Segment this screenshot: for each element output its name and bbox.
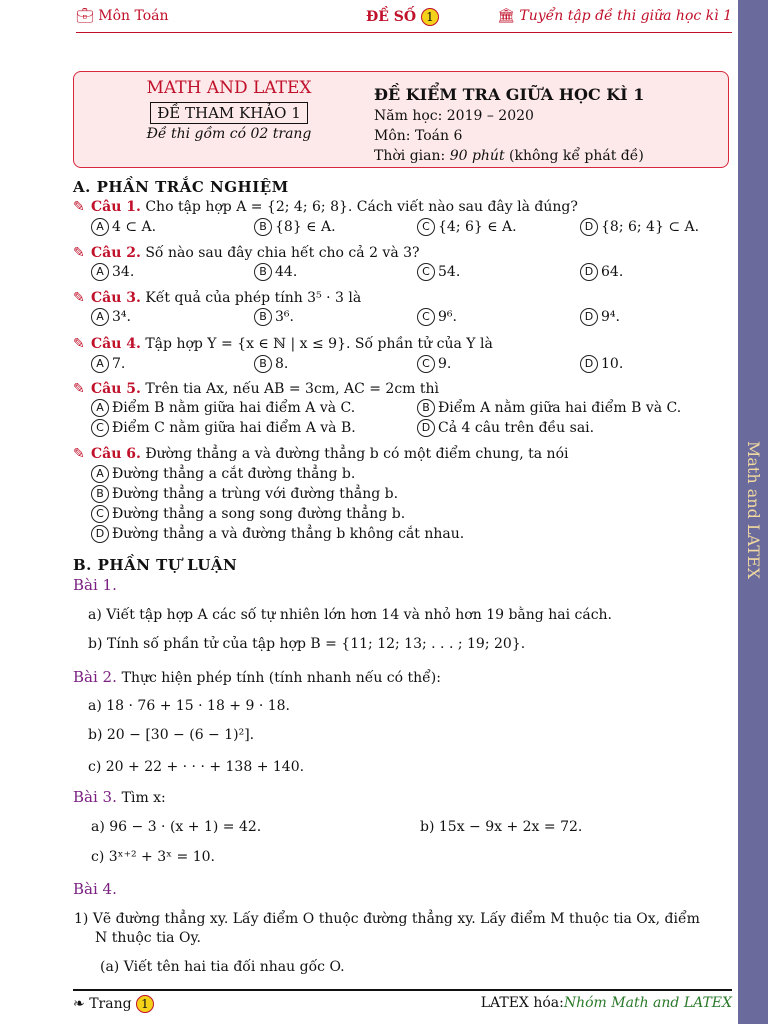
exam-subject: Môn: Toán 6: [374, 128, 463, 144]
pencil-icon: ✎: [73, 245, 85, 261]
bank-icon: 🏛︎: [497, 8, 515, 24]
exercise-3b: b) 15x − 9x + 2x = 72.: [420, 819, 583, 835]
page-number-badge: 1: [136, 995, 154, 1013]
title-box-right: [374, 84, 644, 166]
q4-option-b[interactable]: B 8.: [254, 355, 288, 373]
exercise-4-part1-line1: 1) Vẽ đường thẳng xy. Lấy điểm O thuộc đường thẳng xy. Lấy điểm M thuộc tia Ox, điểm: [74, 911, 700, 927]
exercise-1b: b) Tính số phần tử của tập hợp B = {11; 12; 13; . . . ; 19; 20}.: [88, 636, 526, 652]
school-year: Năm học: 2019 – 2020: [374, 108, 534, 124]
pages-note: Đề thi gồm có 02 trang: [146, 126, 312, 142]
pencil-icon: ✎: [73, 336, 85, 352]
exam-time: Thời gian: 90 phút (không kể phát đề): [374, 148, 644, 164]
title-box-left: [74, 78, 384, 142]
q5-option-a[interactable]: A Điểm B nằm giữa hai điểm A và C.: [91, 399, 355, 417]
exercise-3c: c) 3ˣ⁺² + 3ˣ = 10.: [91, 849, 215, 865]
q5-option-b[interactable]: B Điểm A nằm giữa hai điểm B và C.: [417, 399, 681, 417]
exam-title-box: [73, 71, 729, 168]
exercise-4-part1a: (a) Viết tên hai tia đối nhau gốc O.: [100, 959, 345, 975]
briefcase-icon: 💼︎: [76, 8, 94, 24]
q4-option-a[interactable]: A 7.: [91, 355, 125, 373]
page-number: ❧ Trang 1: [73, 995, 154, 1013]
q3-option-d[interactable]: D 9⁴.: [580, 308, 620, 326]
header-divider: [76, 32, 732, 33]
question-5: ✎ Câu 5. Trên tia Ax, nếu AB = 3cm, AC = 2cm thì: [73, 381, 440, 397]
exercise-2b: b) 20 − [30 − (6 − 1)²].: [88, 727, 255, 743]
exercise-2a: a) 18 · 76 + 15 · 18 + 9 · 18.: [88, 698, 291, 714]
exam-number: ĐỀ SỐ 1: [366, 8, 439, 26]
question-3: ✎ Câu 3. Kết quả của phép tính 3⁵ · 3 là: [73, 290, 362, 306]
q2-option-c[interactable]: C 54.: [417, 263, 460, 281]
q3-option-a[interactable]: A 3⁴.: [91, 308, 131, 326]
question-6: ✎ Câu 6. Đường thẳng a và đường thẳng b có một điểm chung, ta nói: [73, 446, 569, 462]
side-tab: [738, 0, 768, 1024]
exam-title: ĐỀ KIỂM TRA GIỮA HỌC KÌ 1: [374, 85, 645, 104]
pencil-icon: ✎: [73, 290, 85, 306]
pencil-icon: ✎: [73, 199, 85, 215]
q2-option-a[interactable]: A 34.: [91, 263, 134, 281]
leaf-icon: ❧: [73, 996, 85, 1012]
brand-label: MATH AND LATEX: [146, 78, 312, 98]
exercise-3-title: Bài 3. Tìm x:: [73, 788, 166, 806]
question-2: ✎ Câu 2. Số nào sau đây chia hết cho cả 2 và 3?: [73, 245, 420, 261]
sample-label: ĐỀ THAM KHẢO 1: [150, 102, 308, 124]
exercise-4-title: Bài 4.: [73, 880, 117, 898]
q6-option-a[interactable]: A Đường thẳng a cắt đường thẳng b.: [91, 465, 355, 483]
exercise-2-title: Bài 2. Thực hiện phép tính (tính nhanh nếu có thể):: [73, 668, 441, 686]
exercise-3a: a) 96 − 3 · (x + 1) = 42.: [91, 819, 262, 835]
q5-option-c[interactable]: C Điểm C nằm giữa hai điểm A và B.: [91, 419, 356, 437]
side-tab-label: Math and LATEX: [744, 441, 763, 579]
subject-label: 💼︎ Môn Toán: [76, 8, 169, 24]
part-a-title: A. PHẦN TRẮC NGHIỆM: [73, 178, 289, 196]
q1-option-b[interactable]: B {8} ∈ A.: [254, 218, 336, 236]
footer-credit: LATEX hóa:Nhóm Math and LATEX: [480, 995, 732, 1011]
q2-option-b[interactable]: B 44.: [254, 263, 297, 281]
q5-option-d[interactable]: D Cả 4 câu trên đều sai.: [417, 419, 594, 437]
pencil-icon: ✎: [73, 446, 85, 462]
exercise-1-title: Bài 1.: [73, 576, 117, 594]
q3-option-c[interactable]: C 9⁶.: [417, 308, 457, 326]
q6-option-b[interactable]: B Đường thẳng a trùng với đường thẳng b.: [91, 485, 398, 503]
exercise-2c: c) 20 + 22 + · · · + 138 + 140.: [88, 759, 305, 775]
exam-number-badge: 1: [421, 8, 439, 26]
q1-option-c[interactable]: C {4; 6} ∈ A.: [417, 218, 517, 236]
q4-option-c[interactable]: C 9.: [417, 355, 451, 373]
question-4: ✎ Câu 4. Tập hợp Y = {x ∈ ℕ | x ≤ 9}. Số phần tử của Y là: [73, 336, 493, 352]
q3-option-b[interactable]: B 3⁶.: [254, 308, 294, 326]
q6-option-c[interactable]: C Đường thẳng a song song đường thẳng b.: [91, 505, 405, 523]
exercise-1a: a) Viết tập hợp A các số tự nhiên lớn hơn 14 và nhỏ hơn 19 bằng hai cách.: [88, 607, 612, 623]
q1-option-a[interactable]: A 4 ⊂ A.: [91, 218, 156, 236]
collection-title: 🏛︎ Tuyển tập đề thi giữa học kì 1: [497, 8, 732, 24]
q2-option-d[interactable]: D 64.: [580, 263, 623, 281]
pencil-icon: ✎: [73, 381, 85, 397]
question-1: ✎ Câu 1. Cho tập hợp A = {2; 4; 6; 8}. Cách viết nào sau đây là đúng?: [73, 199, 578, 215]
page-header: [76, 8, 732, 28]
part-b-title: B. PHẦN TỰ LUẬN: [73, 556, 238, 574]
q1-option-d[interactable]: D {8; 6; 4} ⊂ A.: [580, 218, 699, 236]
exercise-4-part1-line2: N thuộc tia Oy.: [95, 930, 201, 946]
q4-option-d[interactable]: D 10.: [580, 355, 623, 373]
q6-option-d[interactable]: D Đường thẳng a và đường thẳng b không cắt nhau.: [91, 525, 464, 543]
footer-divider: [73, 989, 732, 991]
